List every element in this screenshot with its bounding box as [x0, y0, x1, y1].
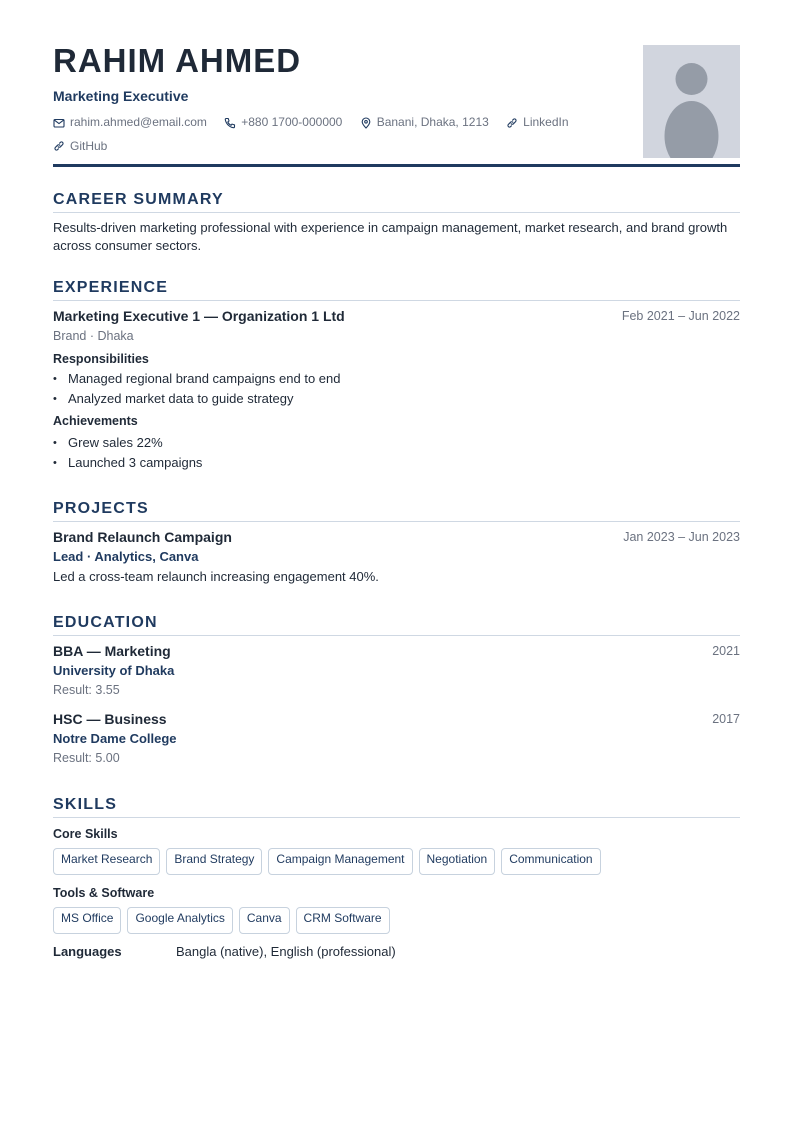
phone-icon — [224, 117, 236, 129]
contact-phone[interactable] — [224, 112, 342, 133]
skill-tag: Communication — [501, 848, 600, 875]
resume-page — [53, 0, 740, 959]
contact-list — [53, 112, 613, 159]
degree-result: Result: 3.55 — [53, 683, 120, 697]
list-item: • Analyzed market data to guide strategy — [53, 389, 740, 409]
experience-section — [53, 278, 740, 473]
achievements-list — [53, 433, 740, 473]
contact-linkedin[interactable] — [506, 112, 568, 133]
mail-icon — [53, 117, 65, 129]
tools-tags — [53, 907, 740, 934]
link-icon — [53, 140, 65, 152]
degree-year: 2021 — [712, 644, 740, 658]
experience-item — [53, 306, 740, 473]
languages-row — [53, 943, 740, 961]
skill-tag: Campaign Management — [268, 848, 412, 875]
project-description: Led a cross-team relaunch increasing engagement 40%. — [53, 569, 379, 584]
languages-value: Bangla (native), English (professional) — [176, 944, 396, 959]
profile-photo-placeholder — [643, 45, 740, 158]
projects-section — [53, 499, 740, 587]
degree-year: 2017 — [712, 712, 740, 726]
location-pin-icon — [360, 117, 372, 129]
section-heading: PROJECTS — [53, 499, 740, 522]
section-heading: CAREER SUMMARY — [53, 190, 740, 213]
list-item: • Grew sales 22% — [53, 433, 740, 453]
project-date: Jan 2023 – Jun 2023 — [623, 530, 740, 544]
institution-name: Notre Dame College — [53, 731, 177, 746]
education-item — [53, 641, 740, 699]
skill-tag: Market Research — [53, 848, 160, 875]
responsibilities-label: Responsibilities — [53, 352, 149, 366]
degree-title: HSC — Business — [53, 711, 167, 727]
degree-title: BBA — Marketing — [53, 643, 171, 659]
contact-github[interactable] — [53, 136, 107, 157]
responsibilities-list — [53, 369, 740, 409]
tool-tag: MS Office — [53, 907, 121, 934]
education-section — [53, 613, 740, 767]
summary-text: Results-driven marketing professional with experience in campaign management, market research, and brand growth across consumer sectors. — [53, 220, 728, 253]
contact-github-text: GitHub — [70, 138, 108, 153]
education-item — [53, 709, 740, 767]
job-title: Marketing Executive 1 — Organization 1 Ltd — [53, 308, 345, 324]
contact-phone-text: +880 1700-000000 — [241, 115, 343, 129]
section-heading: EDUCATION — [53, 613, 740, 636]
project-title: Brand Relaunch Campaign — [53, 529, 232, 545]
tool-tag: CRM Software — [296, 907, 390, 934]
contact-email[interactable] — [53, 112, 207, 133]
resume-header — [53, 0, 740, 167]
core-skills-label: Core Skills — [53, 827, 118, 841]
skill-tag: Brand Strategy — [166, 848, 262, 875]
list-item: • Launched 3 campaigns — [53, 453, 740, 473]
avatar-icon — [643, 45, 740, 158]
achievements-label: Achievements — [53, 414, 138, 428]
candidate-name: RAHIM AHMED — [53, 42, 302, 79]
contact-location-text: Banani, Dhaka, 1213 — [376, 115, 489, 129]
contact-email-text: rahim.ahmed@email.com — [70, 115, 207, 129]
skill-tag: Negotiation — [419, 848, 496, 875]
tool-tag: Google Analytics — [127, 907, 232, 934]
job-meta: Brand · Dhaka — [53, 329, 134, 343]
list-item: • Managed regional brand campaigns end to end — [53, 369, 740, 389]
institution-name: University of Dhaka — [53, 663, 175, 678]
core-skills-tags — [53, 848, 740, 875]
section-heading: EXPERIENCE — [53, 278, 740, 301]
career-summary-section — [53, 190, 740, 255]
job-date: Feb 2021 – Jun 2022 — [621, 309, 740, 323]
project-role: Lead · Analytics, Canva — [53, 549, 199, 564]
contact-linkedin-text: LinkedIn — [523, 115, 569, 129]
tool-tag: Canva — [239, 907, 290, 934]
project-item — [53, 527, 740, 587]
degree-result: Result: 5.00 — [53, 751, 120, 765]
link-icon — [506, 117, 518, 129]
tools-label: Tools & Software — [53, 886, 155, 900]
skills-section — [53, 795, 740, 961]
contact-location — [360, 112, 489, 133]
section-heading: SKILLS — [53, 795, 740, 818]
languages-label: Languages — [53, 944, 122, 959]
candidate-title: Marketing Executive — [53, 88, 189, 104]
